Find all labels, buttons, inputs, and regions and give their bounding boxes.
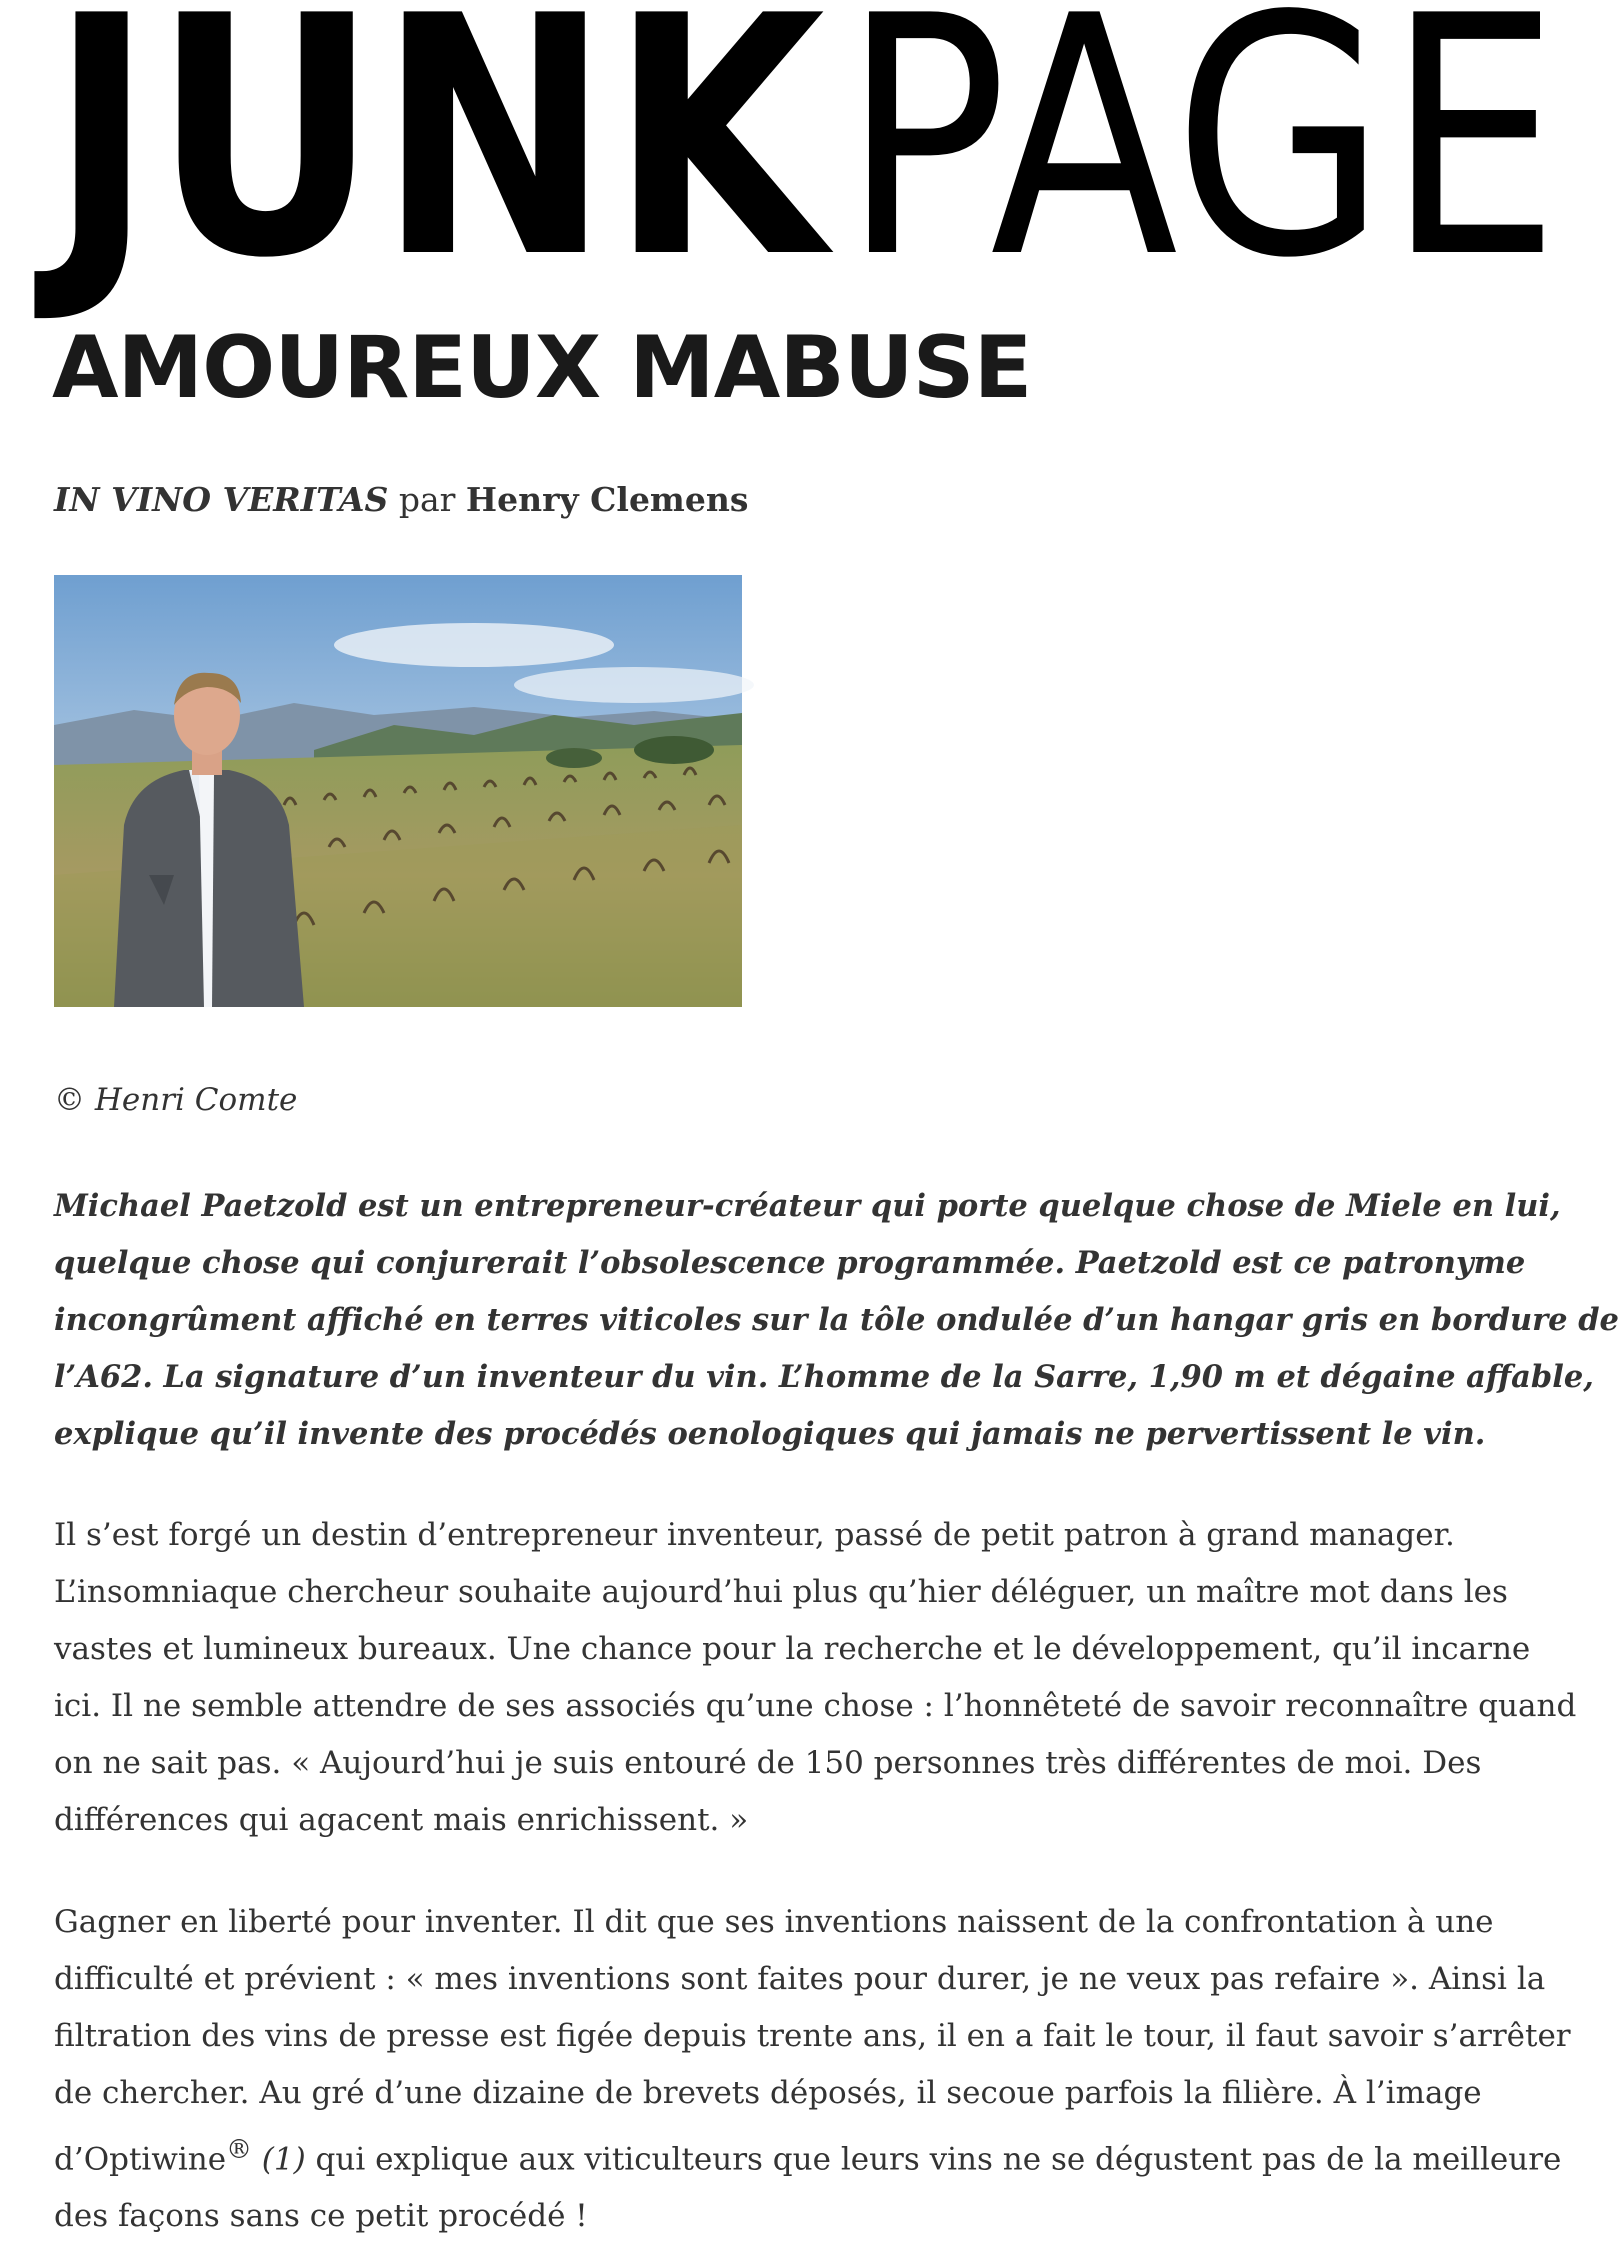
- paragraph-line: difficulté et prévient : « mes inventions sont faites pour durer, je ne veux pas refaire ». Ainsi la: [54, 1961, 1546, 1997]
- author-name: Henry Clemens: [465, 480, 749, 519]
- paragraph-line: filtration des vins de presse est figée depuis trente ans, il en a fait le tour, il faut savoir s’arrêter: [54, 2018, 1571, 2054]
- paragraph-line: Il s’est forgé un destin d’entrepreneur inventeur, passé de petit patron à grand manager.: [54, 1517, 1455, 1553]
- lead-line: explique qu’il invente des procédés oenologiques qui jamais ne pervertissent le vin.: [54, 1416, 1486, 1452]
- lead-line: l’A62. La signature d’un inventeur du vin. L’homme de la Sarre, 1,90 m et dégaine affable,: [54, 1359, 1594, 1395]
- masthead-logo: [32, 0, 1560, 330]
- paragraph-line: vastes et lumineux bureaux. Une chance pour la recherche et le développement, qu’il incarne: [54, 1631, 1531, 1667]
- photo-credit: © Henri Comte: [54, 1082, 298, 1118]
- paragraph-line: de chercher. Au gré d’une dizaine de brevets déposés, il secoue parfois la filière. À l’image: [54, 2075, 1482, 2111]
- article-paragraph-2: [54, 1894, 1571, 2245]
- paragraph-text: qui explique aux viticulteurs que leurs vins ne se dégustent pas de la meilleure: [305, 2141, 1562, 2178]
- paragraph-line: Gagner en liberté pour inventer. Il dit que ses inventions naissent de la confrontation à une: [54, 1904, 1494, 1940]
- paragraph-line: on ne sait pas. « Aujourd’hui je suis entouré de 150 personnes très différentes de moi. Des: [54, 1745, 1482, 1781]
- article-byline: [54, 478, 1554, 522]
- paragraph-line: [54, 2122, 1564, 2188]
- article-paragraph-1: [54, 1507, 1577, 1849]
- article-lead: [54, 1178, 1619, 1463]
- junkpage-logo: [32, 0, 1560, 330]
- article-photo: [54, 575, 742, 1007]
- optiwine-text: d’Optiwine: [54, 2141, 227, 2178]
- paragraph-line: L’insomniaque chercheur souhaite aujourd’hui plus qu’hier déléguer, un maître mot dans les: [54, 1574, 1508, 1610]
- rubric-label: IN VINO VERITAS: [54, 480, 389, 519]
- logo-light-word: PAGE: [842, 0, 1560, 330]
- byline-par: par: [398, 480, 456, 519]
- logo-bold-word: JUNK: [32, 0, 836, 330]
- lead-line: Michael Paetzold est un entrepreneur-créateur qui porte quelque chose de Miele en lui,: [54, 1188, 1561, 1224]
- paragraph-line: des façons sans ce petit procédé !: [54, 2198, 588, 2235]
- paragraph-line: ici. Il ne semble attendre de ses associés qu’une chose : l’honnêteté de savoir reconnaître quand: [54, 1688, 1577, 1724]
- footnote-ref: (1): [251, 2141, 306, 2178]
- registered-mark: ®: [226, 2135, 252, 2165]
- vineyard-portrait-image: [54, 575, 742, 1007]
- lead-line: quelque chose qui conjurerait l’obsolescence programmée. Paetzold est ce patronyme: [54, 1245, 1526, 1281]
- article-headline: AMOUREUX MABUSE: [52, 318, 1032, 418]
- paragraph-line: différences qui agacent mais enrichissent. »: [54, 1802, 749, 1838]
- lead-line: incongrûment affiché en terres viticoles sur la tôle ondulée d’un hangar gris en bordure de: [54, 1302, 1619, 1338]
